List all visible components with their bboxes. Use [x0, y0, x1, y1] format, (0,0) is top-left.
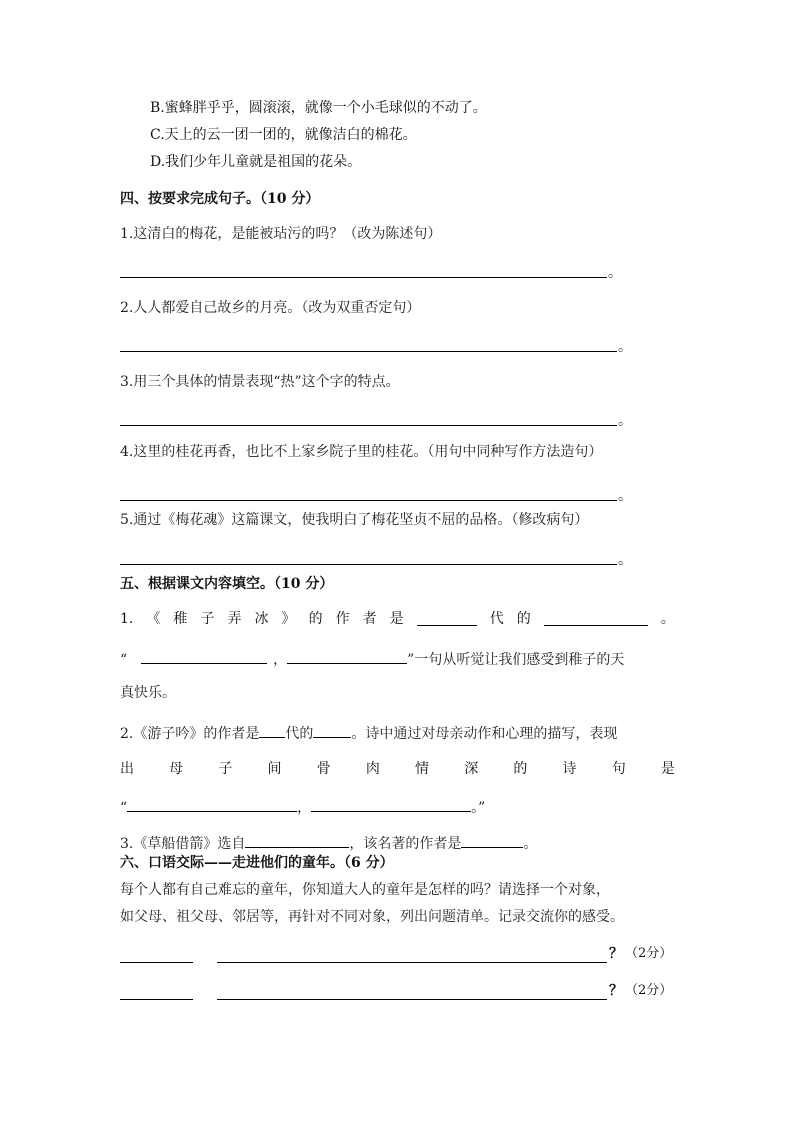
s5q2-text-a: 2.《游子吟》的作者是: [120, 726, 260, 742]
s5q1b-blank-2[interactable]: [287, 650, 407, 664]
close-quote: 。”: [471, 800, 486, 816]
s5q2c-blank-2[interactable]: [311, 798, 471, 812]
s4-period-4: 。: [618, 488, 632, 504]
s5q1-blank-author[interactable]: [544, 612, 648, 626]
s5q2b-char: 诗: [562, 761, 577, 777]
s5q2b-char: 是: [660, 761, 675, 777]
s5q1-char: 冰: [254, 611, 269, 627]
option-b: B.蜜蜂胖乎乎，圆滚滚，就像一个小毛球似的不动了。: [150, 100, 487, 116]
s6-question-line-1[interactable]: [217, 961, 607, 963]
s5q1-char: 作: [335, 611, 350, 627]
s5q1b-blank-1[interactable]: [141, 650, 267, 664]
s5q2b-char: 出: [120, 761, 134, 777]
s5q1-end: 。: [660, 611, 675, 627]
s6-question-line-2[interactable]: [217, 998, 607, 1000]
s5q1-blank-dynasty[interactable]: [417, 612, 477, 626]
s6-points-2: （2分）: [625, 983, 673, 998]
s5q2b-char: 情: [415, 761, 430, 777]
s5q3-text-b: ，该名著的作者是: [349, 836, 462, 852]
s6-qmark-1: ？: [609, 946, 623, 962]
s4-period-3: 。: [618, 413, 632, 429]
s4-answer-line-4[interactable]: [120, 499, 617, 501]
s5q1-char: 稚: [173, 611, 188, 627]
s5-question-1c: 真快乐。: [120, 685, 176, 701]
s5q2-blank-author[interactable]: [313, 724, 351, 738]
s5-question-1b: [120, 650, 624, 667]
s5-question-2c: [120, 798, 485, 815]
s6-paragraph-line-2: 如父母、祖父母、邻居等，再针对不同对象，列出问题清单。记录交流你的感受。: [120, 909, 624, 925]
s4-question-5: 5.通过《梅花魂》这篇课文，使我明白了梅花坚贞不屈的品格。（修改病句）: [120, 512, 589, 528]
s4-answer-line-3[interactable]: [120, 424, 617, 426]
s5q1-dai: 代: [489, 611, 504, 627]
s5q1b-rest: ”一句从听觉让我们感受到稚子的天: [407, 652, 625, 668]
s6-target-line-1[interactable]: [120, 961, 193, 963]
s5q2b-char: 的: [513, 761, 528, 777]
s5q3-blank-author[interactable]: [461, 834, 523, 848]
s4-period-2: 。: [618, 339, 632, 355]
s5q1-char: 子: [200, 611, 215, 627]
s5q2-text-b: 代的: [285, 726, 314, 742]
s4-period-1: 。: [608, 265, 622, 281]
s5q1-char: 》: [281, 611, 296, 627]
s5q2b-char: 深: [464, 761, 479, 777]
s5q1-char: 是: [389, 611, 404, 627]
s5q2c-blank-1[interactable]: [127, 798, 297, 812]
s5q1-char: 弄: [227, 611, 242, 627]
comma: ，: [297, 800, 312, 816]
s5q1-char: 《: [146, 611, 161, 627]
s5q2b-char: 母: [169, 761, 184, 777]
s4-question-4: 4.这里的桂花再香，也比不上家乡院子里的桂花。（用句中同种写作方法造句）: [120, 444, 603, 460]
s6-points-1: （2分）: [625, 946, 673, 961]
s5q2b-char: 句: [611, 761, 626, 777]
s5-question-2b: [120, 762, 675, 776]
comma: ，: [273, 652, 288, 668]
section4-heading: 四、按要求完成句子。（10 分）: [120, 191, 320, 207]
option-c: C.天上的云一团一团的，就像洁白的棉花。: [150, 127, 417, 143]
s5q2b-char: 间: [267, 761, 282, 777]
open-quote: “: [120, 800, 128, 816]
s5q2b-char: 肉: [365, 761, 380, 777]
s5q1-char: 的: [308, 611, 323, 627]
s4-question-3: 3.用三个具体的情景表现“热”这个字的特点。: [120, 374, 400, 390]
section5-heading: 五、根据课文内容填空。（10 分）: [120, 576, 334, 592]
s5q2-blank-dynasty[interactable]: [259, 724, 285, 738]
section6-heading: 六、口语交际——走进他们的童年。（6 分）: [120, 855, 394, 871]
s6-qmark-2: ？: [609, 983, 623, 999]
s5q1-char: 者: [362, 611, 377, 627]
s5q1-de: 的: [516, 611, 531, 627]
s4-answer-line-1[interactable]: [120, 276, 607, 278]
s5q2-text-c: 。诗中通过对母亲动作和心理的描写，表现: [351, 726, 618, 742]
s5-question-2: [120, 724, 617, 741]
s5q3-text-a: 3.《草船借箭》选自: [120, 836, 246, 852]
s5-question-1: [120, 612, 675, 626]
s5q2b-char: 子: [218, 761, 233, 777]
s6-target-line-2[interactable]: [120, 998, 193, 1000]
s4-question-1: 1.这清白的梅花，是能被玷污的吗？（改为陈述句）: [120, 226, 442, 242]
open-quote: “: [120, 652, 128, 668]
s5q3-blank-book[interactable]: [245, 834, 349, 848]
s5-question-3: [120, 834, 537, 851]
s4-period-5: 。: [618, 552, 632, 568]
s5q2b-char: 骨: [316, 761, 331, 777]
s6-paragraph-line-1: 每个人都有自己难忘的童年，你知道大人的童年是怎样的吗？请选择一个对象，: [120, 882, 610, 898]
s5q3-text-c: 。: [523, 836, 538, 852]
s5q1-char: 1.: [120, 611, 134, 627]
s4-question-2: 2.人人都爱自己故乡的月亮。（改为双重否定句）: [120, 300, 421, 316]
option-d: D.我们少年儿童就是祖国的花朵。: [150, 154, 362, 170]
s4-answer-line-5[interactable]: [120, 563, 617, 565]
s4-answer-line-2[interactable]: [120, 350, 617, 352]
